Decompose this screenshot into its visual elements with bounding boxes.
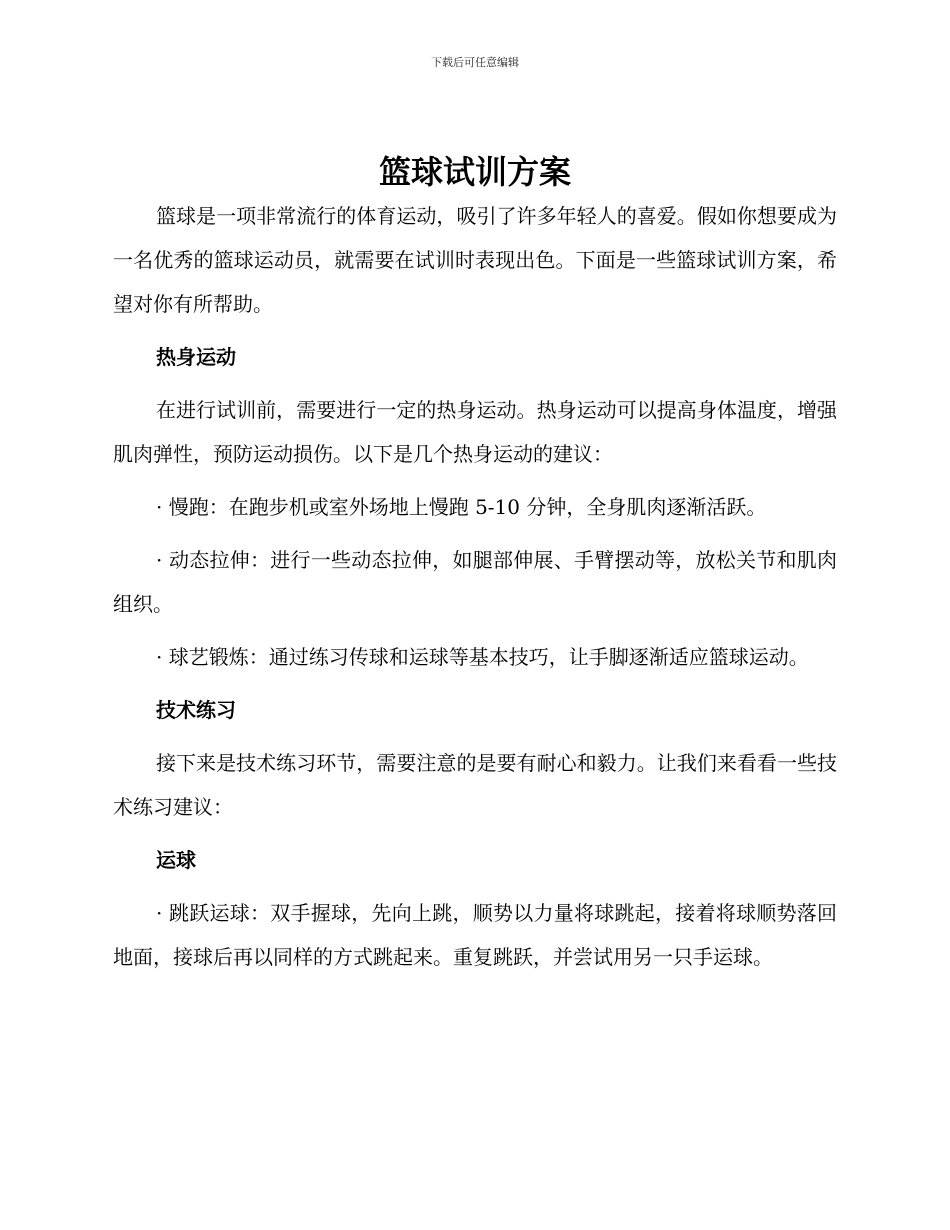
list-item-jogging: · 慢跑：在跑步机或室外场地上慢跑 5-10 分钟，全身肌肉逐渐活跃。 xyxy=(156,495,767,519)
page-header-note: 下载后可任意编辑 xyxy=(431,56,519,69)
list-item-jump-dribble: · 跳跃运球：双手握球，先向上跳，顺势以力量将球跳起，接着将球顺势落回地面，接球后再以同样的方式跳起来。重复跳跃，并尝试用另一只手运球。 xyxy=(113,901,837,969)
document-title: 篮球试训方案 xyxy=(378,153,571,191)
section-heading-dribbling: 运球 xyxy=(156,848,196,872)
list-item-dynamic-stretch: · 动态拉伸：进行一些动态拉伸，如腿部伸展、手臂摆动等，放松关节和肌肉组织。 xyxy=(113,548,837,616)
section-heading-technique: 技术练习 xyxy=(156,698,236,722)
list-item-ball-skills: · 球艺锻炼：通过练习传球和运球等基本技巧，让手脚逐渐适应篮球运动。 xyxy=(156,645,809,669)
intro-paragraph: 篮球是一项非常流行的体育运动，吸引了许多年轻人的喜爱。假如你想要成为一名优秀的篮球运动员，就需要在试训时表现出色。下面是一些篮球试训方案，希望对你有所帮助。 xyxy=(113,204,837,316)
section-heading-warmup: 热身运动 xyxy=(156,345,236,369)
document-body xyxy=(113,150,837,979)
technique-paragraph: 接下来是技术练习环节，需要注意的是要有耐心和毅力。让我们来看看一些技术练习建议： xyxy=(113,751,837,819)
warmup-paragraph: 在进行试训前，需要进行一定的热身运动。热身运动可以提高身体温度，增强肌肉弹性，预防运动损伤。以下是几个热身运动的建议： xyxy=(113,398,837,466)
